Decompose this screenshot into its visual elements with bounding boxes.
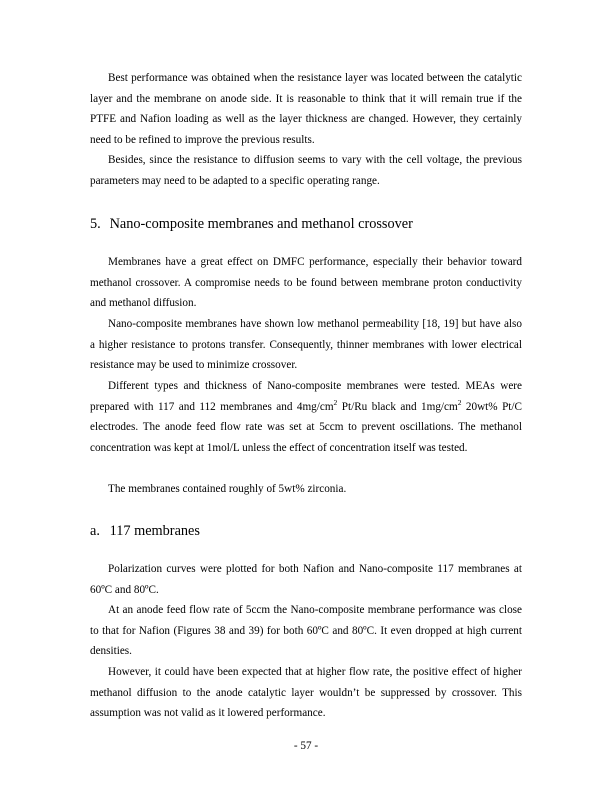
superscript-2: 2 [457,397,462,407]
paragraph-diffusion-voltage: Besides, since the resistance to diffusion seems to vary with the cell voltage, the previous parameters may need to be adapted to a specific operating range. [90,154,522,187]
paragraph-resistance-layer: Best performance was obtained when the resistance layer was located between the catalytic layer and the membrane on anode side. It is reasonable to think that it will remain true if the PTFE and Nafion loading as well as the layer thickness are changed. However, they certainly need to be refined to improve the previous results. [90,72,522,146]
section-5-heading [90,214,522,234]
paragraph-mea-preparation [90,376,522,458]
subsection-a-title: 117 membranes [109,523,200,539]
section-5-title: Nano-composite membranes and methanol crossover [109,216,413,232]
paragraph-higher-flow-assumption: However, it could have been expected that at higher flow rate, the positive effect of higher methanol diffusion to the anode catalytic layer wouldn’t be suppressed by crossover. This assumption was not valid as it lowered performance. [90,666,522,719]
paragraph-polarization-curves: Polarization curves were plotted for both Nafion and Nano-composite 117 membranes at 60ºC and 80ºC. [90,563,522,596]
mea-text-part-3: 20wt% Pt/C electrodes. The anode feed flow rate was set at 5ccm to prevent oscillations. The methanol concentration was kept at 1mol/L unless the effect of concentration itself was tested. [90,400,522,454]
paragraph-membranes-effect: Membranes have a great effect on DMFC performance, especially their behavior toward methanol crossover. A compromise needs to be found between membrane proton conductivity and methanol diffusion. [90,256,522,309]
subsection-a-number: a. [90,523,100,539]
section-5-number: 5. [90,216,101,232]
superscript-2: 2 [333,397,338,407]
paragraph-nano-composite-permeability: Nano-composite membranes have shown low methanol permeability [18, 19] but have also a higher resistance to protons transfer. Consequently, thinner membranes with lower electrical resistance may be used to minimize crossover. [90,318,522,371]
paragraph-zirconia: The membranes contained roughly of 5wt% zirconia. [108,483,347,495]
mea-text-part-2: Pt/Ru black and 1mg/cm [337,400,458,413]
paragraph-flow-rate-performance: At an anode feed flow rate of 5ccm the Nano-composite membrane performance was close to that for Nafion (Figures 38 and 39) for both 60ºC and 80ºC. It even dropped at high current densities. [90,604,522,657]
subsection-a-heading [90,521,522,541]
mea-text-part-1: Different types and thickness of Nano-composite membranes were tested. MEAs were prepared with 117 and 112 membranes and 4mg/cm [90,380,522,413]
page-number: - 57 - [293,740,319,752]
